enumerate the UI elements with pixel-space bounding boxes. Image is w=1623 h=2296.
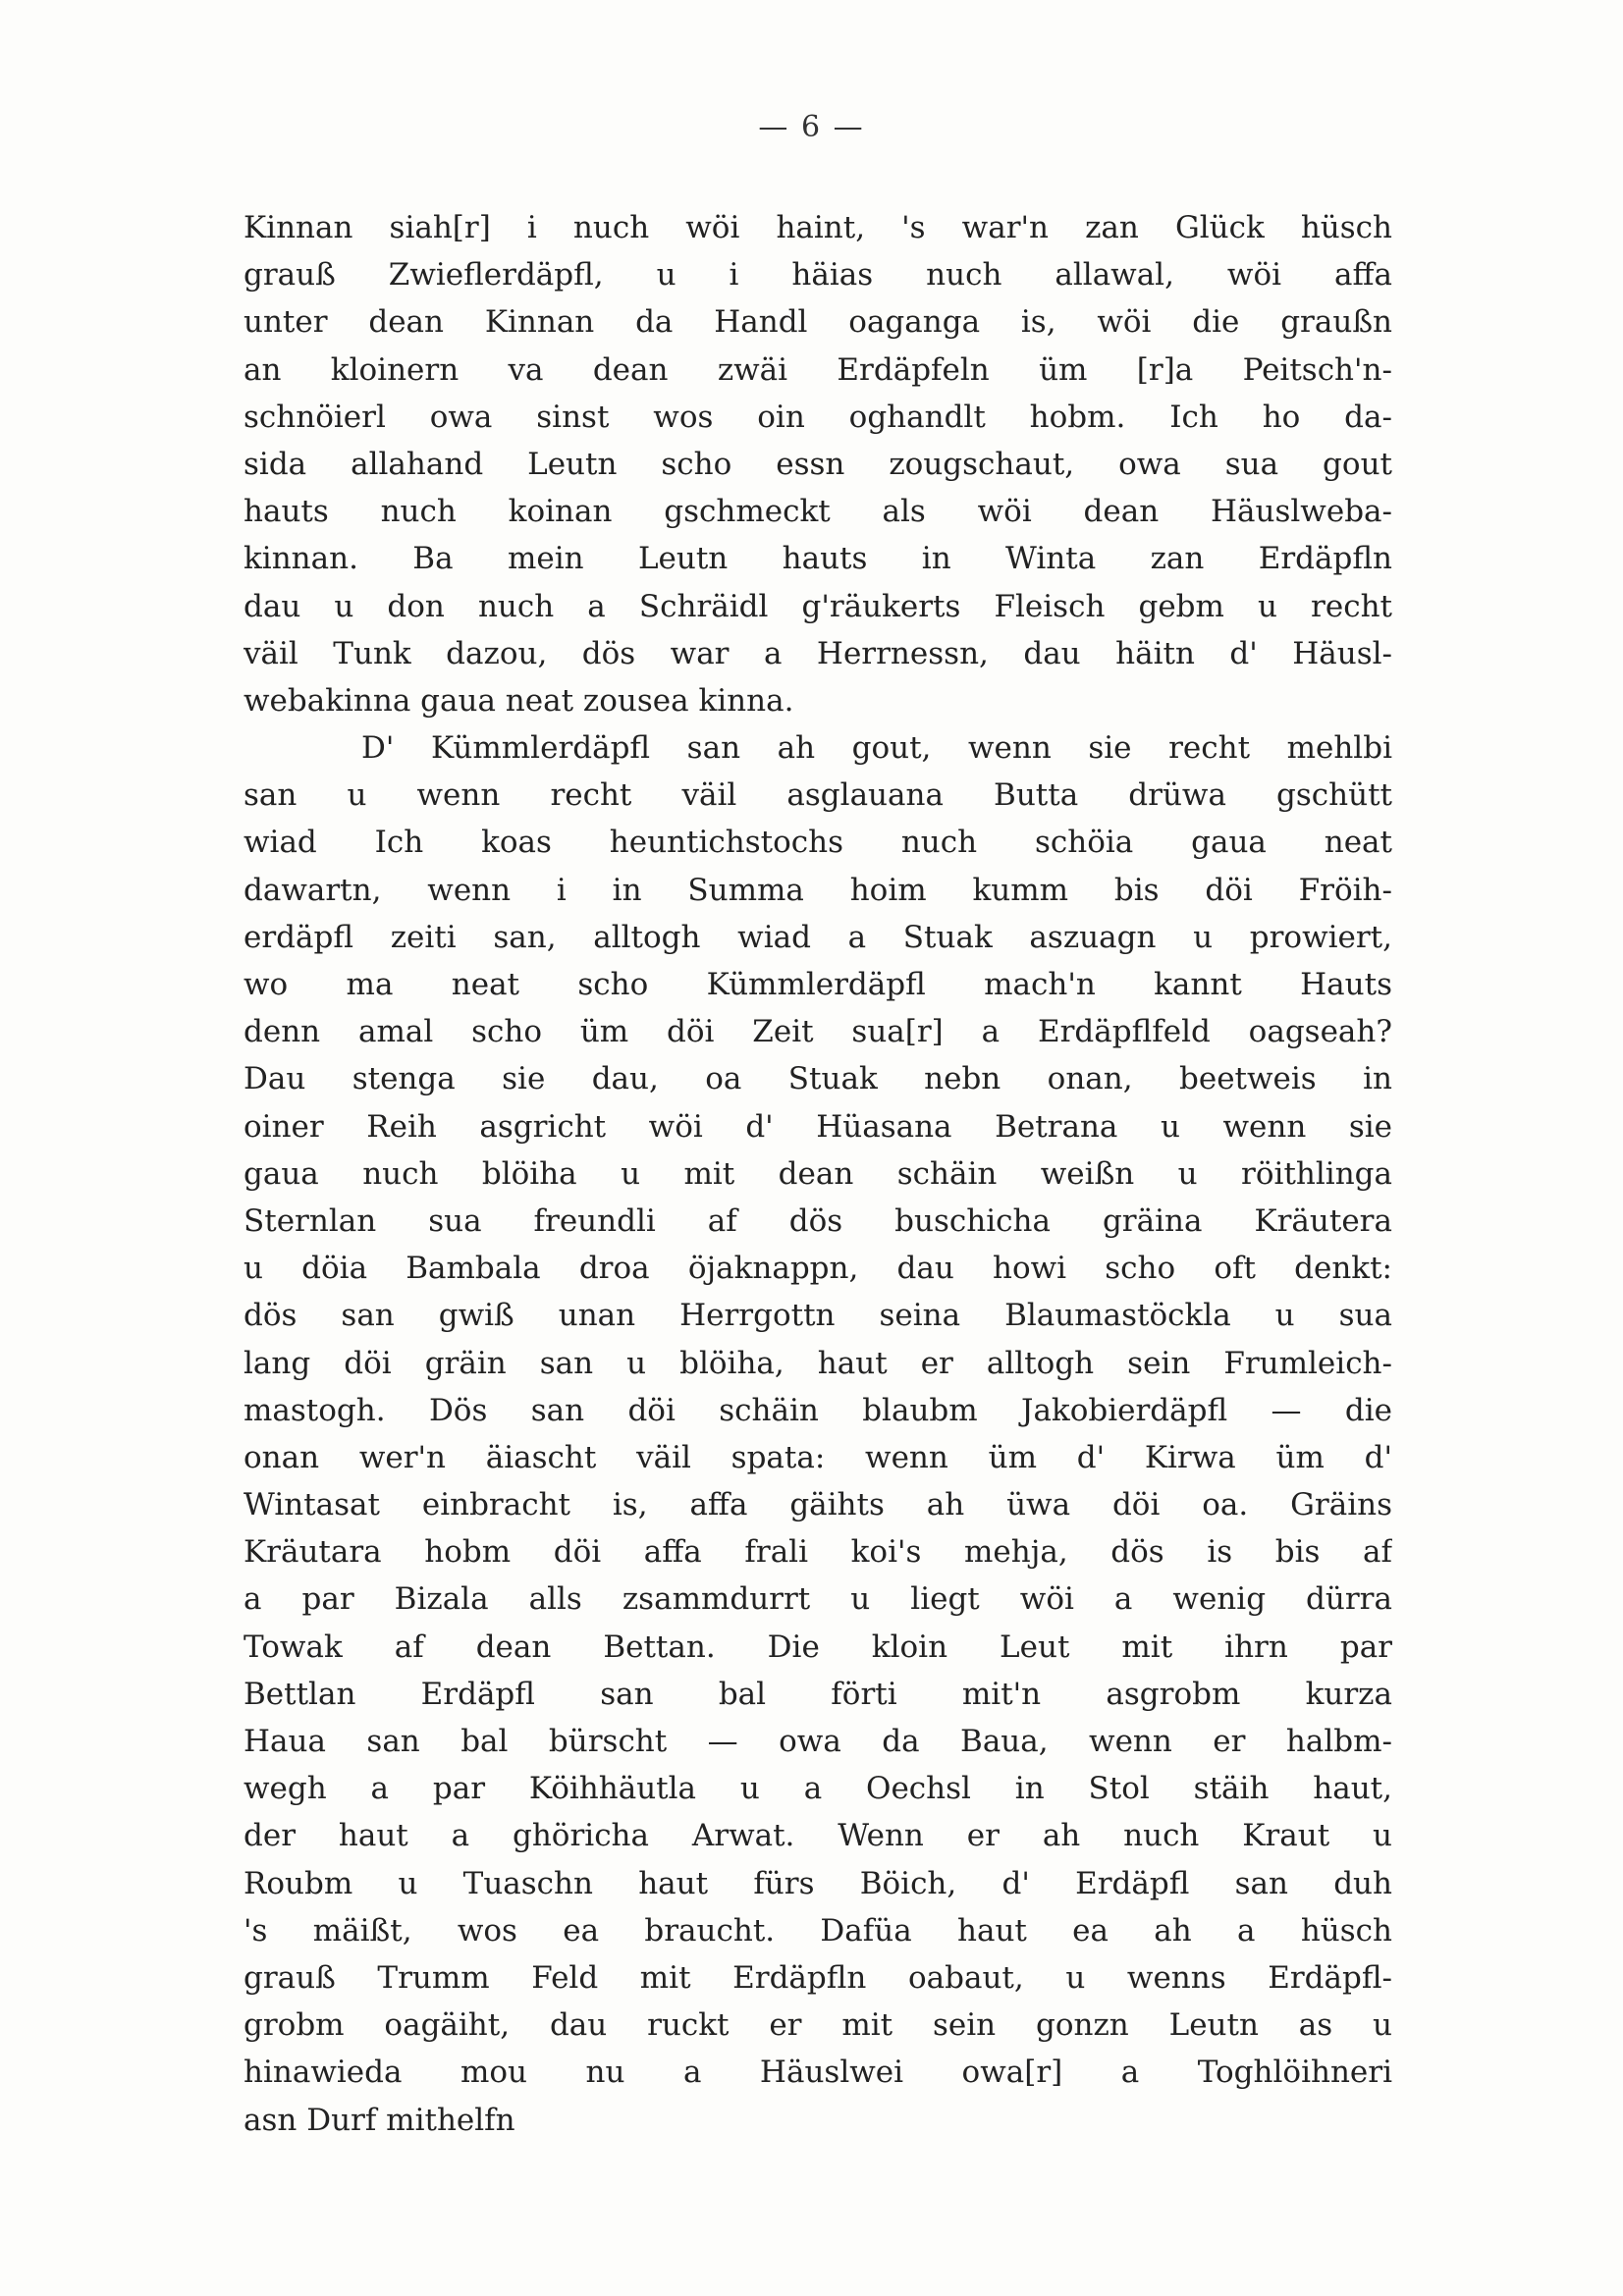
text-line: san u wenn recht väil asglauana Butta drüwa gschütt — [243, 777, 1392, 814]
text-line: dös san gwiß unan Herrgottn seina Blaumastöckla u sua — [243, 1298, 1392, 1334]
page-number: — 6 — — [758, 110, 865, 144]
text-line: denn amal scho üm döi Zeit sua[r] a Erdäpflfeld oagseah? — [243, 1014, 1392, 1050]
text-line: wo ma neat scho Kümmlerdäpfl mach'n kannt Hauts — [243, 967, 1392, 1002]
text-line: mastogh. Dös san döi schäin blaubm Jakobierdäpfl — die — [243, 1392, 1392, 1428]
text-line: D' Kümmlerdäpfl san ah gout, wenn sie recht mehlbi — [361, 730, 1392, 767]
text-line: an kloinern va dean zwäi Erdäpfeln üm [r]a Peitsch'n- — [243, 351, 1392, 388]
text-line: onan wer'n äiascht väil spata: wenn üm d' Kirwa üm d' — [243, 1439, 1392, 1475]
text-line: 's mäißt, wos ea braucht. Dafüa haut ea ah a hüsch — [243, 1912, 1392, 1949]
text-line: Sternlan sua freundli af dös buschicha gräina Kräutera — [243, 1202, 1392, 1239]
text-line: unter dean Kinnan da Handl oaganga is, wöi die graußn — [243, 304, 1392, 341]
text-line: a par Bizala alls zsammdurrt u liegt wöi a wenig dürra — [243, 1581, 1392, 1618]
text-line: wiad Ich koas heuntichstochs nuch schöia gaua neat — [243, 825, 1392, 861]
text-line: der haut a ghöricha Arwat. Wenn er ah nuch Kraut u — [243, 1818, 1392, 1854]
text-line: Kräutara hobm döi affa frali koi's mehja, dös is bis af — [243, 1534, 1392, 1571]
body-text — [243, 204, 1392, 2144]
text-line: hinawieda mou nu a Häuslwei owa[r] a Toghlöihneri — [243, 2055, 1392, 2091]
text-line: Roubm u Tuaschn haut fürs Böich, d' Erdäpfl san duh — [243, 1865, 1392, 1901]
text-line: schnöierl owa sinst wos oin oghandlt hobm. Ich ho da- — [243, 399, 1392, 435]
text-line: Dau stenga sie dau, oa Stuak nebn onan, beetweis in — [243, 1061, 1392, 1097]
text-line: Towak af dean Bettan. Die kloin Leut mit ihrn par — [243, 1629, 1392, 1665]
text-line: kinnan. Ba mein Leutn hauts in Winta zan Erdäpfln — [243, 541, 1392, 577]
text-line: grobm oagäiht, dau ruckt er mit sein gonzn Leutn as u — [243, 2007, 1392, 2044]
text-line: dau u don nuch a Schräidl g'räukerts Fleisch gebm u recht — [243, 588, 1392, 624]
text-line: webakinna gaua neat zousea kinna. — [243, 682, 794, 719]
text-line: Kinnan siah[r] i nuch wöi haint, 's war'n zan Glück hüsch — [243, 210, 1392, 245]
text-line: erdäpfl zeiti san, alltogh wiad a Stuak aszuagn u prowiert, — [243, 919, 1392, 955]
text-line: Wintasat einbracht is, affa gäihts ah üwa döi oa. Gräins — [243, 1487, 1392, 1523]
text-line: sida allahand Leutn scho essn zougschaut, owa sua gout — [243, 446, 1392, 482]
text-line: dawartn, wenn i in Summa hoim kumm bis döi Fröih- — [243, 872, 1392, 908]
text-line: Bettlan Erdäpfl san bal förti mit'n asgrobm kurza — [243, 1676, 1392, 1712]
text-line: gaua nuch blöiha u mit dean schäin weißn u röithlinga — [243, 1155, 1392, 1192]
text-line: grauß Zwieflerdäpfl, u i häias nuch allawal, wöi affa — [243, 257, 1392, 294]
text-line: u döia Bambala droa öjaknappn, dau howi scho oft denkt: — [243, 1251, 1392, 1287]
text-line: wegh a par Köihhäutla u a Oechsl in Stol stäih haut, — [243, 1771, 1392, 1807]
text-line: oiner Reih asgricht wöi d' Hüasana Betrana u wenn sie — [243, 1108, 1392, 1145]
text-line: asn Durf mithelfn — [243, 2102, 515, 2138]
text-line: grauß Trumm Feld mit Erdäpfln oabaut, u wenns Erdäpfl- — [243, 1959, 1392, 1996]
text-line: lang döi gräin san u blöiha, haut er alltogh sein Frumleich- — [243, 1345, 1392, 1381]
text-line: hauts nuch koinan gschmeckt als wöi dean Häuslweba- — [243, 494, 1392, 530]
text-line: väil Tunk dazou, dös war a Herrnessn, dau häitn d' Häusl- — [243, 635, 1392, 671]
text-line: Haua san bal bürscht — owa da Baua, wenn er halbm- — [243, 1724, 1392, 1759]
